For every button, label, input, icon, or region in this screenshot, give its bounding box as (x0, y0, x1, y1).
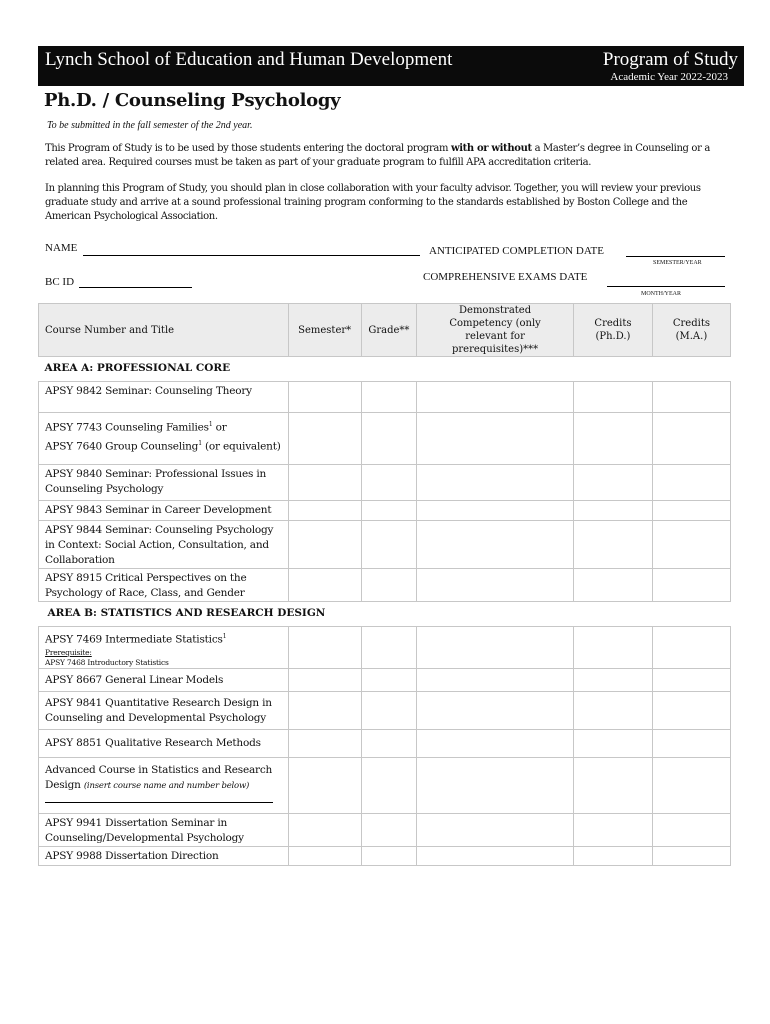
credits-ma-cell[interactable] (652, 729, 730, 757)
grade-cell[interactable] (361, 846, 416, 865)
anticipated-label: ANTICIPATED COMPLETION DATE (429, 245, 604, 257)
credits-ma-cell[interactable] (652, 813, 730, 846)
competency-cell[interactable] (417, 729, 574, 757)
credits-phd-cell[interactable] (574, 465, 653, 501)
submit-note: To be submitted in the fall semester of the 2nd year. (47, 120, 253, 131)
grade-cell[interactable] (361, 813, 416, 846)
credits-ma-cell[interactable] (652, 501, 730, 521)
semester-cell[interactable] (288, 465, 361, 501)
semester-cell[interactable] (288, 813, 361, 846)
competency-cell[interactable] (417, 691, 574, 729)
course-title: APSY 7743 Counseling Families$^1$ or APSY 7640 Group Counseling$^1$ (or equivalent) (39, 413, 289, 465)
intro-paragraph-1: This Program of Study is to be used by those students entering the doctoral program with or without a Master’s degree in Counseling or a related area. Required courses must be taken as part of your graduate program to fulfill APA accreditation criteria. (45, 143, 710, 168)
competency-cell[interactable] (417, 521, 574, 569)
credits-ma-cell[interactable] (652, 569, 730, 602)
table-row (39, 668, 731, 691)
grade-cell[interactable] (361, 668, 416, 691)
credits-phd-cell[interactable] (574, 413, 653, 465)
competency-cell[interactable] (417, 413, 574, 465)
grade-cell[interactable] (361, 382, 416, 413)
academic-year: Academic Year 2022-2023 (610, 71, 728, 83)
credits-ma-cell[interactable] (652, 521, 730, 569)
table-row (39, 757, 731, 813)
course-title: APSY 9843 Seminar in Career Development (39, 501, 289, 521)
grade-cell[interactable] (361, 627, 416, 669)
course-title: APSY 8915 Critical Perspectives on the Psychology of Race, Class, and Gender (39, 569, 289, 602)
bcid-field[interactable] (79, 287, 192, 288)
table-row (39, 627, 731, 669)
semester-cell[interactable] (288, 757, 361, 813)
table-row (39, 691, 731, 729)
course-title: APSY 8667 General Linear Models (39, 668, 289, 691)
semester-cell[interactable] (288, 668, 361, 691)
grade-cell[interactable] (361, 569, 416, 602)
area-a-heading: AREA A: PROFESSIONAL CORE (39, 357, 731, 382)
bcid-label: BC ID (45, 276, 75, 288)
anticipated-date-field[interactable] (626, 256, 725, 257)
col-credits-phd: Credits (Ph.D.) (574, 304, 653, 357)
table-row (39, 501, 731, 521)
program-title: Program of Study (602, 49, 738, 70)
col-competency: Demonstrated Competency (only relevant for prerequisites)*** (417, 304, 574, 357)
semester-cell[interactable] (288, 501, 361, 521)
course-title: APSY 9988 Dissertation Direction (39, 846, 289, 865)
course-title: APSY 9844 Seminar: Counseling Psychology in Context: Social Action, Consultation, and Collaboration (39, 521, 289, 569)
school-name: Lynch School of Education and Human Development (45, 49, 453, 70)
table-row (39, 382, 731, 413)
competency-cell[interactable] (417, 846, 574, 865)
course-table (38, 303, 731, 866)
course-title: APSY 9841 Quantitative Research Design in Counseling and Developmental Psychology (39, 691, 289, 729)
col-course: Course Number and Title (39, 304, 289, 357)
credits-phd-cell[interactable] (574, 757, 653, 813)
table-row (39, 413, 731, 465)
semester-cell[interactable] (288, 846, 361, 865)
credits-phd-cell[interactable] (574, 668, 653, 691)
semester-cell[interactable] (288, 569, 361, 602)
course-title: APSY 9941 Dissertation Seminar in Counseling/Developmental Psychology (39, 813, 289, 846)
intro-paragraph-2: In planning this Program of Study, you should plan in close collaboration with your faculty advisor. Together, you will review your previous graduate study and arrive at a sound professional training program conforming to the standards established by Boston College and the American Psychological Association. (45, 183, 701, 222)
table-header-row (39, 304, 731, 357)
course-title: APSY 9840 Seminar: Professional Issues in Counseling Psychology (39, 465, 289, 501)
semester-cell[interactable] (288, 521, 361, 569)
grade-cell[interactable] (361, 691, 416, 729)
credits-ma-cell[interactable] (652, 627, 730, 669)
grade-cell[interactable] (361, 465, 416, 501)
competency-cell[interactable] (417, 465, 574, 501)
competency-cell[interactable] (417, 668, 574, 691)
competency-cell[interactable] (417, 813, 574, 846)
semester-cell[interactable] (288, 729, 361, 757)
col-credits-ma: Credits (M.A.) (652, 304, 730, 357)
course-title: Advanced Course in Statistics and Research Design (insert course name and number below) (39, 757, 289, 813)
grade-cell[interactable] (361, 729, 416, 757)
competency-cell[interactable] (417, 501, 574, 521)
area-row (39, 357, 731, 382)
credits-ma-cell[interactable] (652, 413, 730, 465)
name-field[interactable] (83, 255, 420, 256)
competency-cell[interactable] (417, 569, 574, 602)
course-title: APSY 8851 Qualitative Research Methods (39, 729, 289, 757)
table-row (39, 729, 731, 757)
credits-phd-cell[interactable] (574, 382, 653, 413)
table-row (39, 465, 731, 501)
area-b-heading: AREA B: STATISTICS AND RESEARCH DESIGN (39, 602, 731, 627)
credits-ma-cell[interactable] (652, 465, 730, 501)
page-title: Ph.D. / Counseling Psychology (44, 90, 341, 111)
col-grade: Grade** (361, 304, 416, 357)
semester-cell[interactable] (288, 627, 361, 669)
grade-cell[interactable] (361, 501, 416, 521)
col-semester: Semester* (288, 304, 361, 357)
credits-phd-cell[interactable] (574, 846, 653, 865)
table-row (39, 846, 731, 865)
comp-exams-date-field[interactable] (607, 286, 725, 287)
credits-phd-cell[interactable] (574, 627, 653, 669)
month-year-caption: MONTH/YEAR (641, 291, 681, 297)
course-title: APSY 7469 Intermediate Statistics$^1$ Prerequisite: APSY 7468 Introductory Statistics (39, 627, 289, 669)
semester-cell[interactable] (288, 413, 361, 465)
grade-cell[interactable] (361, 521, 416, 569)
comp-exams-label: COMPREHENSIVE EXAMS DATE (423, 271, 588, 283)
header-banner (38, 46, 744, 86)
name-label: NAME (45, 242, 78, 254)
credits-ma-cell[interactable] (652, 846, 730, 865)
table-row (39, 521, 731, 569)
competency-cell[interactable] (417, 757, 574, 813)
semester-cell[interactable] (288, 382, 361, 413)
competency-cell[interactable] (417, 627, 574, 669)
grade-cell[interactable] (361, 757, 416, 813)
table-row (39, 813, 731, 846)
semester-cell[interactable] (288, 691, 361, 729)
credits-ma-cell[interactable] (652, 757, 730, 813)
credits-ma-cell[interactable] (652, 691, 730, 729)
credits-ma-cell[interactable] (652, 668, 730, 691)
credits-phd-cell[interactable] (574, 729, 653, 757)
credits-phd-cell[interactable] (574, 521, 653, 569)
competency-cell[interactable] (417, 382, 574, 413)
credits-phd-cell[interactable] (574, 691, 653, 729)
credits-phd-cell[interactable] (574, 501, 653, 521)
area-row (39, 602, 731, 627)
credits-phd-cell[interactable] (574, 569, 653, 602)
credits-ma-cell[interactable] (652, 382, 730, 413)
course-title: APSY 9842 Seminar: Counseling Theory (39, 382, 289, 413)
semester-year-caption: SEMESTER/YEAR (653, 260, 702, 266)
table-row (39, 569, 731, 602)
grade-cell[interactable] (361, 413, 416, 465)
credits-phd-cell[interactable] (574, 813, 653, 846)
advanced-course-blank[interactable] (45, 794, 273, 803)
